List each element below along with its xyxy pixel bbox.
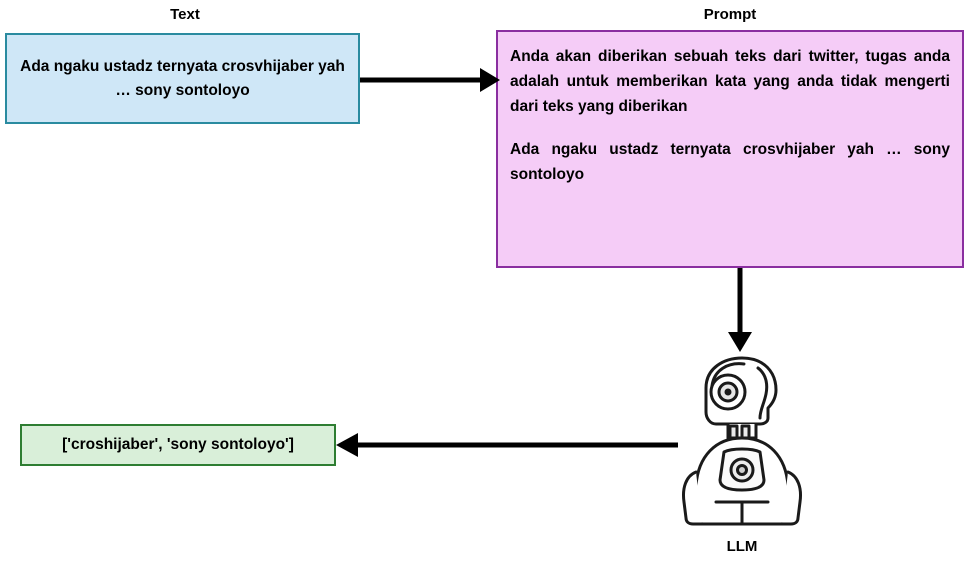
text-section-label: Text [170,6,200,23]
arrow-llm-to-output [330,427,680,463]
arrow-prompt-to-llm [722,266,758,356]
prompt-section-label: Prompt [703,6,757,23]
prompt-box [496,30,964,268]
output-content: ['croshijaber', 'sony sontoloyo'] [62,436,294,453]
input-text-content: Ada ngaku ustadz ternyata crosvhijaber yah … sony sontoloyo [20,58,345,99]
llm-label: LLM [726,538,758,555]
prompt-spacer [510,119,950,137]
arrow-text-to-prompt [358,62,504,98]
llm-robot-illustration [672,352,812,532]
output-box [20,424,336,466]
input-text-box [5,33,360,124]
prompt-instruction: Anda akan diberikan sebuah teks dari twitter, tugas anda adalah untuk memberikan kata yang anda tidak mengerti dari teks yang diberikan [510,48,950,116]
robot-icon [672,352,812,532]
prompt-sample-text: Ada ngaku ustadz ternyata crosvhijaber yah … sony sontoloyo [510,141,950,184]
